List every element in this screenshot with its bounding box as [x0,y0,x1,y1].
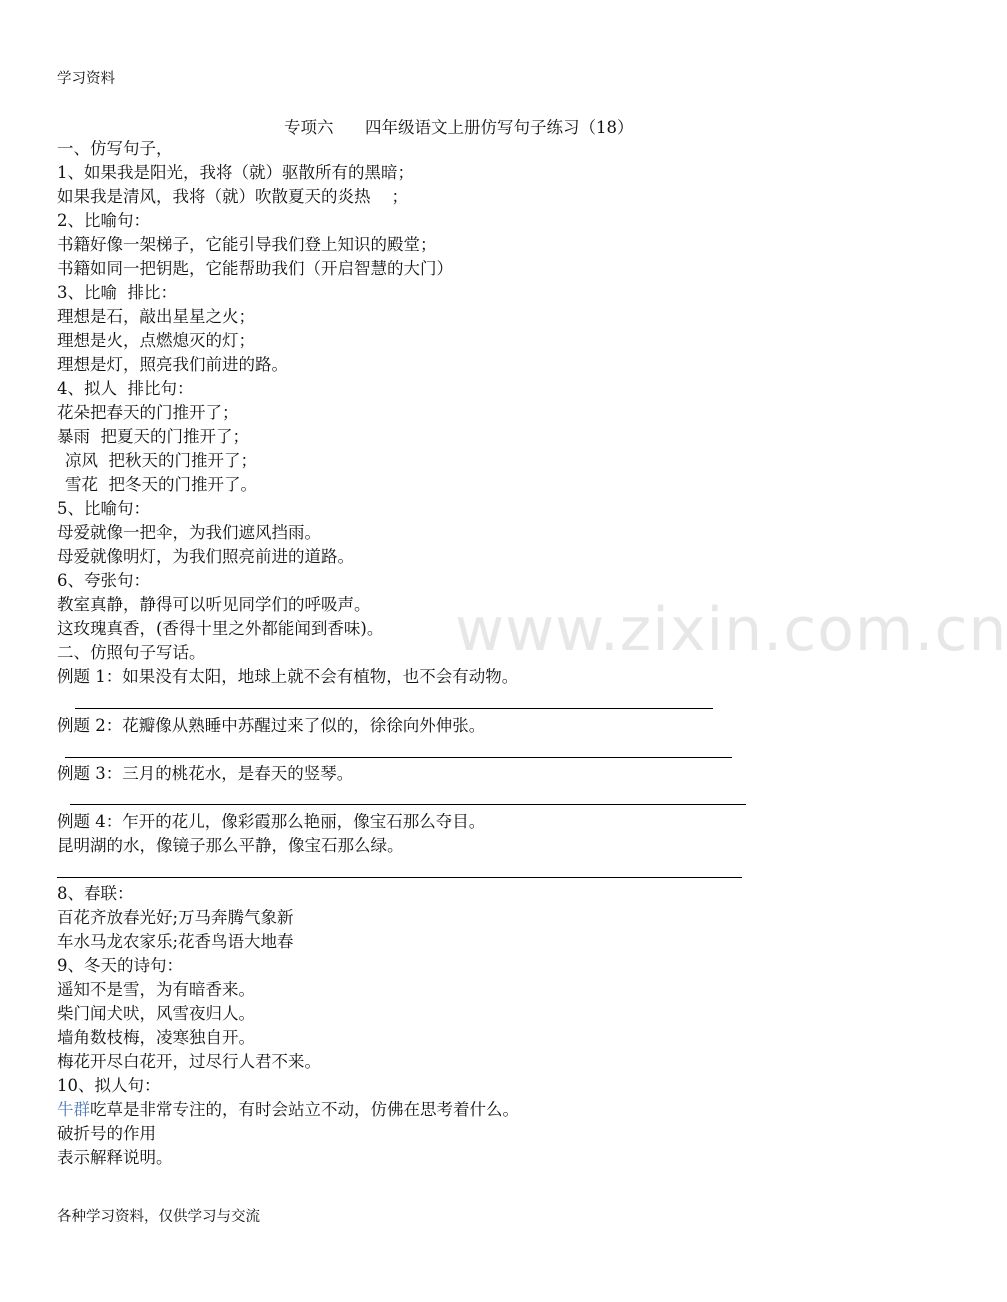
answer-line [70,804,746,805]
example-3: 例题 3：三月的桃花水，是春天的竖琴。 [57,764,354,783]
item-3-line: 理想是石，敲出星星之火； [57,307,255,326]
item-4-label: 4、拟人 排比句： [57,379,194,398]
item-3-label: 3、比喻 排比： [57,283,177,302]
answer-line [65,757,732,758]
item-9-line: 遥知不是雪，为有暗香来。 [57,980,255,999]
item-9-line: 梅花开尽白花开，过尽行人君不来。 [57,1052,321,1071]
answer-line [57,877,742,878]
item-4-line: 雪花 把冬天的门推开了。 [65,475,257,494]
item-3-line: 理想是火，点燃熄灭的灯； [57,331,255,350]
item-1-label: 1、如果我是阳光，我将（就）驱散所有的黑暗； [57,163,414,182]
item-8-line: 百花齐放春光好;万马奔腾气象新 [57,908,294,927]
item-5-line: 母爱就像一把伞，为我们遮风挡雨。 [57,523,321,542]
item-10-text: 吃草是非常专注的，有时会站立不动，仿佛在思考着什么。 [90,1100,519,1119]
item-5-label: 5、比喻句： [57,499,150,518]
example-4-line: 昆明湖的水，像镜子那么平静，像宝石那么绿。 [57,836,404,855]
item-2-line: 书籍好像一架梯子，它能引导我们登上知识的殿堂； [57,235,437,254]
item-1-line: 如果我是清风，我将（就）吹散夏天的炎热 ； [57,187,408,206]
item-8-label: 8、春联： [57,884,134,903]
page-footer: 各种学习资料，仅供学习与交流 [57,1209,260,1225]
example-4: 例题 4：乍开的花儿，像彩霞那么艳丽，像宝石那么夺目。 [57,812,486,831]
section-heading-2: 二、仿照句子写话。 [57,643,206,662]
item-10-line [57,1100,519,1120]
item-5-line: 母爱就像明灯，为我们照亮前进的道路。 [57,547,354,566]
dash-text: 表示解释说明。 [57,1148,173,1167]
item-2-label: 2、比喻句： [57,211,150,230]
item-10-link[interactable]: 牛群 [57,1100,90,1119]
item-9-label: 9、冬天的诗句： [57,956,183,975]
item-6-label: 6、夸张句： [57,571,150,590]
dash-label: 破折号的作用 [57,1124,156,1143]
item-4-line: 花朵把春天的门推开了； [57,403,239,422]
page-header: 学习资料 [57,71,115,87]
example-1: 例题 1：如果没有太阳，地球上就不会有植物，也不会有动物。 [57,667,519,686]
item-4-line: 暴雨 把夏天的门推开了； [57,427,249,446]
section-heading-1: 一、仿写句子， [57,139,173,158]
item-6-line: 教室真静，静得可以听见同学们的呼吸声。 [57,595,371,614]
item-10-label: 10、拟人句： [57,1076,161,1095]
example-2: 例题 2：花瓣像从熟睡中苏醒过来了似的，徐徐向外伸张。 [57,716,486,735]
item-6-line: 这玫瑰真香，(香得十里之外都能闻到香味)。 [57,619,384,638]
watermark: www.zixin.com.cn [455,595,1007,665]
item-2-line: 书籍如同一把钥匙，它能帮助我们（开启智慧的大门） [57,259,453,278]
item-4-line: 凉风 把秋天的门推开了； [65,451,257,470]
item-9-line: 柴门闻犬吠，风雪夜归人。 [57,1004,255,1023]
item-3-line: 理想是灯，照亮我们前进的路。 [57,355,288,374]
item-9-line: 墙角数枝梅，凌寒独自开。 [57,1028,255,1047]
item-8-line: 车水马龙农家乐;花香鸟语大地春 [57,932,294,951]
answer-line [75,708,713,709]
page-title: 专项六 四年级语文上册仿写句子练习（18） [284,118,634,137]
